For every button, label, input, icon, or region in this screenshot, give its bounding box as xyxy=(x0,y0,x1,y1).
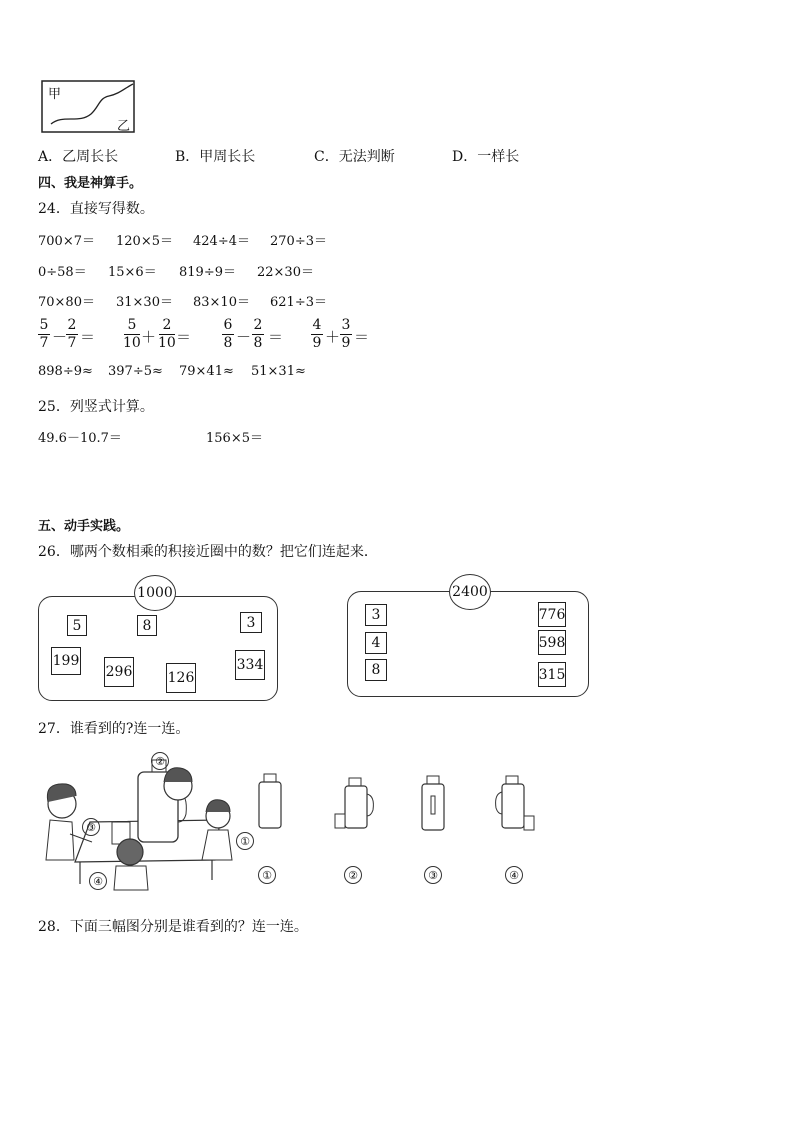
equals-sign: ＝ xyxy=(268,328,284,346)
operator: ＋ xyxy=(325,328,341,346)
section-5-title: 五、动手实践。 xyxy=(38,519,130,534)
equals-sign: ＝ xyxy=(80,328,96,346)
calc-item: 31×30＝ xyxy=(116,295,173,310)
operator: － xyxy=(236,328,252,346)
thermos-handle-left-cup-right-view xyxy=(494,774,536,834)
calc-item: 70×80＝ xyxy=(38,295,95,310)
option-a[interactable]: A．乙周长长 xyxy=(38,149,119,165)
number-box[interactable]: 3 xyxy=(240,612,262,633)
calc-item: 424÷4＝ xyxy=(193,234,250,249)
thermos-front-view xyxy=(256,772,284,832)
number-box[interactable]: 598 xyxy=(538,630,566,655)
view-mark-4[interactable]: ④ xyxy=(505,866,523,884)
calc-item: 0÷58＝ xyxy=(38,265,87,280)
equals-sign: ＝ xyxy=(354,328,370,346)
option-d[interactable]: D．一样长 xyxy=(452,149,520,165)
operator: － xyxy=(52,328,68,346)
view-mark-1[interactable]: ① xyxy=(258,866,276,884)
position-mark-1: ① xyxy=(236,832,254,850)
fraction: 4 9 xyxy=(312,317,322,351)
calc-item: 83×10＝ xyxy=(193,295,250,310)
number-box[interactable]: 8 xyxy=(365,659,387,681)
thermos-handle-right-cup-left-view xyxy=(333,776,383,834)
estimate-item: 51×31≈ xyxy=(251,364,306,379)
number-box[interactable]: 199 xyxy=(51,647,81,675)
fraction: 2 7 xyxy=(67,317,77,351)
number-box[interactable]: 5 xyxy=(67,615,87,636)
q25-title: 25．列竖式计算。 xyxy=(38,399,154,415)
calc-item: 621÷3＝ xyxy=(270,295,327,310)
target-circle-2400: 2400 xyxy=(449,574,491,610)
vertical-calc-item: 156×5＝ xyxy=(206,431,263,446)
option-b[interactable]: B．甲周长长 xyxy=(175,149,256,165)
position-mark-4: ④ xyxy=(89,872,107,890)
label-yi: 乙 xyxy=(117,119,131,134)
vertical-calc-item: 49.6－10.7＝ xyxy=(38,431,122,446)
children-around-table-illustration xyxy=(40,752,250,892)
calc-item: 15×6＝ xyxy=(108,265,157,280)
estimate-item: 397÷5≈ xyxy=(108,364,163,379)
calc-item: 700×7＝ xyxy=(38,234,95,249)
equals-sign: ＝ xyxy=(176,328,192,346)
estimate-item: 898÷9≈ xyxy=(38,364,93,379)
view-mark-3[interactable]: ③ xyxy=(424,866,442,884)
thermos-handle-front-view xyxy=(418,774,448,834)
q24-title: 24．直接写得数。 xyxy=(38,201,154,217)
fraction: 6 8 xyxy=(223,317,233,351)
calc-item: 270÷3＝ xyxy=(270,234,327,249)
fraction: 5 7 xyxy=(39,317,49,351)
target-circle-1000: 1000 xyxy=(134,575,176,611)
view-mark-2[interactable]: ② xyxy=(344,866,362,884)
section-4-title: 四、我是神算手。 xyxy=(38,176,143,191)
number-box[interactable]: 8 xyxy=(137,615,157,636)
number-box[interactable]: 126 xyxy=(166,663,196,693)
fraction: 3 9 xyxy=(341,317,351,351)
q28-title: 28．下面三幅图分别是谁看到的？连一连。 xyxy=(38,919,308,935)
number-box[interactable]: 776 xyxy=(538,602,566,627)
estimate-item: 79×41≈ xyxy=(179,364,234,379)
calc-item: 120×5＝ xyxy=(116,234,173,249)
q26-title: 26．哪两个数相乘的积接近圈中的数？把它们连起来． xyxy=(38,544,378,560)
option-c[interactable]: C．无法判断 xyxy=(314,149,395,165)
q27-title: 27．谁看到的?连一连。 xyxy=(38,721,190,737)
fraction: 2 8 xyxy=(253,317,263,351)
calc-item: 819÷9＝ xyxy=(179,265,236,280)
position-mark-2: ② xyxy=(151,752,169,770)
operator: ＋ xyxy=(141,328,157,346)
label-jia: 甲 xyxy=(48,87,62,102)
number-box[interactable]: 4 xyxy=(365,632,387,654)
position-mark-3: ③ xyxy=(82,818,100,836)
fraction: 5 10 xyxy=(123,317,141,351)
calc-item: 22×30＝ xyxy=(257,265,314,280)
number-box[interactable]: 334 xyxy=(235,650,265,680)
fraction: 2 10 xyxy=(158,317,176,351)
number-box[interactable]: 296 xyxy=(104,657,134,687)
number-box[interactable]: 3 xyxy=(365,604,387,626)
number-box[interactable]: 315 xyxy=(538,662,566,687)
